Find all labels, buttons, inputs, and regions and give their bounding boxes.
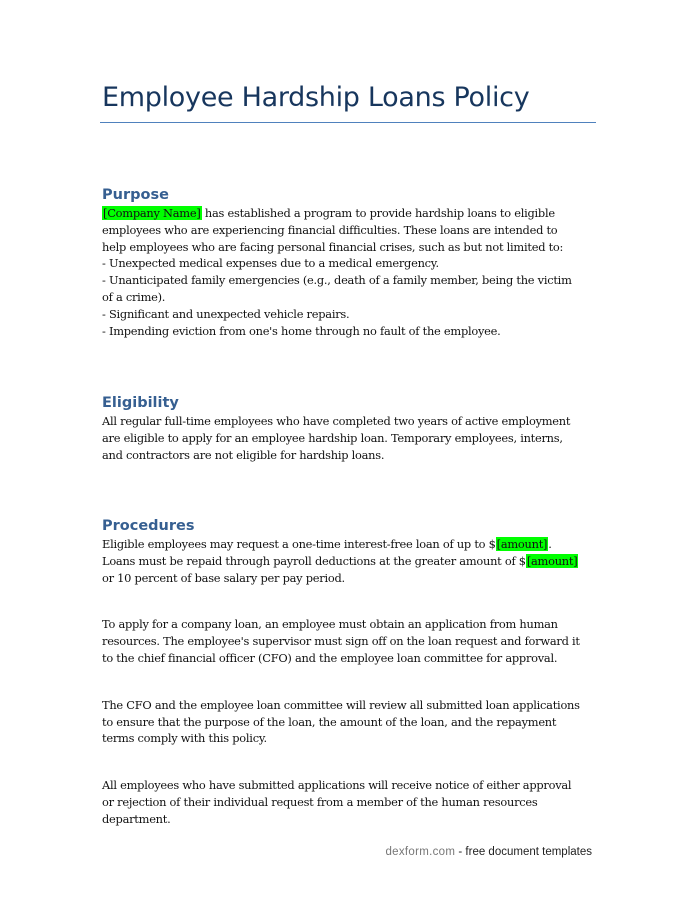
eligibility-heading: Eligibility <box>102 395 179 411</box>
footer-tagline: - free document templates <box>455 846 592 858</box>
purpose-list-item: - Significant and unexpected vehicle repairs. <box>102 306 350 321</box>
purpose-list-item: - Unanticipated family emergencies (e.g., death of a family member, being the victim of a crime). <box>102 273 572 304</box>
purpose-intro <box>102 205 582 255</box>
procedures-paragraph-4: All employees who have submitted applications will receive notice of either approval or rejection of their individual request from a member of the human resources department. <box>102 778 572 826</box>
page-title: Employee Hardship Loans Policy <box>102 82 530 113</box>
p1-text: or 10 percent of base salary per pay period. <box>102 570 345 585</box>
amount-placeholder: [amount] <box>526 553 578 568</box>
title-divider <box>100 122 596 123</box>
company-name-placeholder: [Company Name] <box>103 206 201 220</box>
eligibility-text: All regular full-time employees who have completed two years of active employment are eligible to apply for an employee hardship loan. Temporary employees, interns, and contractors are not eligible for hardship loans. <box>102 414 571 462</box>
procedures-section <box>102 516 582 828</box>
eligibility-section <box>102 393 582 463</box>
purpose-section <box>102 185 582 339</box>
footer-site-link[interactable]: dexform.com <box>385 846 456 858</box>
purpose-list-item: - Impending eviction from one's home through no fault of the employee. <box>102 323 501 338</box>
p1-text: Eligible employees may request a one-time interest-free loan of up to $ <box>102 537 496 551</box>
procedures-paragraph-1 <box>102 536 582 586</box>
procedures-heading: Procedures <box>102 518 195 534</box>
purpose-list-item: - Unexpected medical expenses due to a medical emergency. <box>102 256 439 271</box>
purpose-heading: Purpose <box>102 187 169 203</box>
procedures-paragraph-2: To apply for a company loan, an employee must obtain an application from human resources. The employee's supervisor must sign off on the loan request and forward it to the chief financial officer (CFO) and the employee loan committee for approval. <box>102 617 580 665</box>
p1-text: . Loans must be repaid through payroll deductions at the greater amount of $ <box>102 537 552 568</box>
footer <box>385 846 592 858</box>
purpose-intro-text: has established a program to provide hardship loans to eligible employees who are experiencing financial difficulties. These loans are intended to help employees who are facing personal financial crises, such as but not limited to: <box>102 206 564 254</box>
amount-placeholder: [amount] <box>496 537 548 551</box>
procedures-paragraph-3: The CFO and the employee loan committee will review all submitted loan applications to ensure that the purpose of the loan, the amount of the loan, and the repayment terms comply with this policy. <box>102 697 580 746</box>
